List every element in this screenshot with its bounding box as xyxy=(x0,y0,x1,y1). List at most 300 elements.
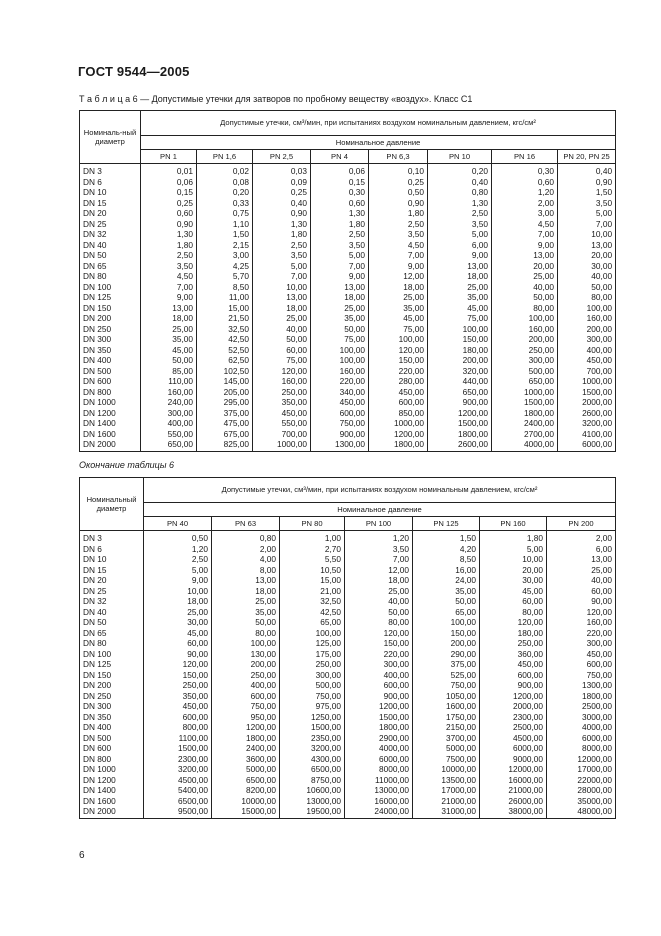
leak-value-cell: 2,00 xyxy=(492,198,558,209)
leak-value-cell: 550,00 xyxy=(253,418,311,429)
leak-value-cell: 40,00 xyxy=(345,596,413,607)
leak-value-cell: 240,00 xyxy=(141,397,197,408)
table1-column-header: PN 1,6 xyxy=(197,150,253,164)
leak-value-cell: 2,70 xyxy=(280,544,345,555)
leak-value-cell: 0,90 xyxy=(141,219,197,230)
leak-value-cell: 30,00 xyxy=(480,575,547,586)
leak-value-cell: 0,25 xyxy=(141,198,197,209)
leak-value-cell: 750,00 xyxy=(311,418,369,429)
leak-value-cell: 13,00 xyxy=(428,261,492,272)
leak-value-cell: 3,50 xyxy=(311,240,369,251)
leak-value-cell: 13000,00 xyxy=(280,796,345,807)
leak-value-cell: 340,00 xyxy=(311,387,369,398)
leak-value-cell: 600,00 xyxy=(547,659,616,670)
leak-value-cell: 500,00 xyxy=(492,366,558,377)
table-row xyxy=(80,722,616,733)
leak-value-cell: 40,00 xyxy=(547,575,616,586)
leak-value-cell: 3,00 xyxy=(492,208,558,219)
table1-column-header: PN 1 xyxy=(141,150,197,164)
leak-value-cell: 5,00 xyxy=(428,229,492,240)
leak-value-cell: 10,00 xyxy=(144,586,212,597)
leak-value-cell: 3600,00 xyxy=(212,754,280,765)
leak-value-cell: 9,00 xyxy=(369,261,428,272)
leak-value-cell: 450,00 xyxy=(480,659,547,670)
leak-value-cell: 500,00 xyxy=(280,680,345,691)
leak-value-cell: 10000,00 xyxy=(212,796,280,807)
leak-value-cell: 1,50 xyxy=(413,531,480,544)
leak-value-cell: 0,20 xyxy=(428,164,492,177)
leak-value-cell: 850,00 xyxy=(369,408,428,419)
leak-value-cell: 18,00 xyxy=(369,282,428,293)
leak-value-cell: 2350,00 xyxy=(280,733,345,744)
leak-value-cell: 13,00 xyxy=(212,575,280,586)
leak-value-cell: 250,00 xyxy=(480,638,547,649)
leak-value-cell: 1,80 xyxy=(311,219,369,230)
table-row xyxy=(80,544,616,555)
table-row xyxy=(80,754,616,765)
leak-value-cell: 350,00 xyxy=(144,691,212,702)
leak-value-cell: 9,00 xyxy=(141,292,197,303)
table-row xyxy=(80,531,616,544)
nominal-diameter-cell: DN 3 xyxy=(80,164,141,177)
leak-value-cell: 50,00 xyxy=(253,334,311,345)
leak-value-cell: 1200,00 xyxy=(345,701,413,712)
leak-value-cell: 65,00 xyxy=(280,617,345,628)
leak-value-cell: 7500,00 xyxy=(413,754,480,765)
leak-value-cell: 8,00 xyxy=(212,565,280,576)
leak-value-cell: 20,00 xyxy=(558,250,616,261)
leak-value-cell: 11000,00 xyxy=(345,775,413,786)
table-row xyxy=(80,670,616,681)
leak-value-cell: 60,00 xyxy=(480,596,547,607)
leak-value-cell: 450,00 xyxy=(369,387,428,398)
leak-value-cell: 1000,00 xyxy=(492,387,558,398)
table-row xyxy=(80,439,616,451)
leak-value-cell: 60,00 xyxy=(144,638,212,649)
leak-value-cell: 450,00 xyxy=(253,408,311,419)
leak-value-cell: 6,00 xyxy=(428,240,492,251)
leak-value-cell: 45,00 xyxy=(144,628,212,639)
leak-value-cell: 50,00 xyxy=(212,617,280,628)
leak-value-cell: 6000,00 xyxy=(345,754,413,765)
leak-value-cell: 150,00 xyxy=(428,334,492,345)
leak-value-cell: 450,00 xyxy=(311,397,369,408)
leak-value-cell: 250,00 xyxy=(280,659,345,670)
leak-value-cell: 0,80 xyxy=(212,531,280,544)
table1-column-header: PN 10 xyxy=(428,150,492,164)
table-row xyxy=(80,376,616,387)
leak-value-cell: 2,50 xyxy=(369,219,428,230)
leak-value-cell: 80,00 xyxy=(558,292,616,303)
leak-value-cell: 160,00 xyxy=(558,313,616,324)
leak-value-cell: 45,00 xyxy=(428,303,492,314)
leak-value-cell: 75,00 xyxy=(311,334,369,345)
table-row xyxy=(80,229,616,240)
leak-value-cell: 7,00 xyxy=(369,250,428,261)
table-row xyxy=(80,282,616,293)
table-row xyxy=(80,387,616,398)
leak-value-cell: 1500,00 xyxy=(428,418,492,429)
leak-value-cell: 21000,00 xyxy=(480,785,547,796)
leak-value-cell: 300,00 xyxy=(280,670,345,681)
leak-value-cell: 35,00 xyxy=(141,334,197,345)
leak-value-cell: 0,60 xyxy=(492,177,558,188)
leak-value-cell: 9,00 xyxy=(492,240,558,251)
leak-value-cell: 0,06 xyxy=(141,177,197,188)
table-row xyxy=(80,219,616,230)
leak-value-cell: 10,00 xyxy=(558,229,616,240)
leak-value-cell: 1,80 xyxy=(480,531,547,544)
leak-value-cell: 2500,00 xyxy=(480,722,547,733)
leak-value-cell: 1800,00 xyxy=(369,439,428,451)
leak-value-cell: 0,90 xyxy=(369,198,428,209)
leak-value-cell: 3,50 xyxy=(253,250,311,261)
leak-value-cell: 200,00 xyxy=(413,638,480,649)
leak-value-cell: 4,20 xyxy=(413,544,480,555)
leak-value-cell: 2300,00 xyxy=(480,712,547,723)
table2-caption: Окончание таблицы 6 xyxy=(79,460,174,470)
leak-value-cell: 4,50 xyxy=(369,240,428,251)
table-row xyxy=(80,659,616,670)
leak-value-cell: 1050,00 xyxy=(413,691,480,702)
leak-value-cell: 1,20 xyxy=(144,544,212,555)
leak-value-cell: 3000,00 xyxy=(547,712,616,723)
nominal-diameter-cell: DN 65 xyxy=(80,261,141,272)
leak-value-cell: 375,00 xyxy=(413,659,480,670)
leak-value-cell: 220,00 xyxy=(369,366,428,377)
table-row xyxy=(80,785,616,796)
leak-value-cell: 450,00 xyxy=(558,355,616,366)
leak-value-cell: 100,00 xyxy=(311,355,369,366)
leak-value-cell: 10600,00 xyxy=(280,785,345,796)
leak-value-cell: 130,00 xyxy=(212,649,280,660)
leak-value-cell: 205,00 xyxy=(197,387,253,398)
nominal-diameter-cell: DN 800 xyxy=(80,387,141,398)
leak-value-cell: 3,50 xyxy=(558,198,616,209)
leak-value-cell: 21000,00 xyxy=(413,796,480,807)
leak-value-cell: 600,00 xyxy=(311,408,369,419)
leak-value-cell: 800,00 xyxy=(144,722,212,733)
leak-value-cell: 100,00 xyxy=(413,617,480,628)
leak-value-cell: 0,20 xyxy=(197,187,253,198)
leak-value-cell: 4000,00 xyxy=(547,722,616,733)
leak-value-cell: 2,50 xyxy=(141,250,197,261)
leak-value-cell: 200,00 xyxy=(428,355,492,366)
leak-value-cell: 40,00 xyxy=(253,324,311,335)
table1-column-header: PN 4 xyxy=(311,150,369,164)
leak-value-cell: 0,09 xyxy=(253,177,311,188)
leak-value-cell: 1,30 xyxy=(428,198,492,209)
table-row xyxy=(80,313,616,324)
leak-value-cell: 1800,00 xyxy=(428,429,492,440)
leak-value-cell: 1800,00 xyxy=(212,733,280,744)
nominal-diameter-cell: DN 1000 xyxy=(80,397,141,408)
leak-value-cell: 17000,00 xyxy=(413,785,480,796)
leak-value-cell: 0,60 xyxy=(141,208,197,219)
leak-value-cell: 450,00 xyxy=(547,649,616,660)
leak-value-cell: 9,00 xyxy=(311,271,369,282)
leak-value-cell: 1000,00 xyxy=(558,376,616,387)
leak-value-cell: 750,00 xyxy=(212,701,280,712)
nominal-diameter-cell: DN 100 xyxy=(80,649,144,660)
nominal-diameter-cell: DN 500 xyxy=(80,366,141,377)
leak-value-cell: 0,15 xyxy=(311,177,369,188)
leak-value-cell: 15,00 xyxy=(197,303,253,314)
leak-value-cell: 400,00 xyxy=(141,418,197,429)
nominal-diameter-cell: DN 1200 xyxy=(80,408,141,419)
table1-caption: Т а б л и ц а 6 — Допустимые утечки для затворов по пробному веществу «воздух». Класс С1 xyxy=(79,94,473,104)
leak-value-cell: 25,00 xyxy=(345,586,413,597)
leak-value-cell: 1200,00 xyxy=(369,429,428,440)
table-row xyxy=(80,617,616,628)
leak-value-cell: 25,00 xyxy=(311,303,369,314)
leak-value-cell: 2400,00 xyxy=(212,743,280,754)
leak-value-cell: 0,75 xyxy=(197,208,253,219)
leak-value-cell: 4,00 xyxy=(212,554,280,565)
leak-value-cell: 13,00 xyxy=(311,282,369,293)
leak-value-cell: 400,00 xyxy=(345,670,413,681)
table-row xyxy=(80,292,616,303)
leak-value-cell: 10000,00 xyxy=(413,764,480,775)
leak-value-cell: 6500,00 xyxy=(280,764,345,775)
leak-value-cell: 250,00 xyxy=(144,680,212,691)
leak-value-cell: 35,00 xyxy=(369,303,428,314)
leak-value-cell: 1750,00 xyxy=(413,712,480,723)
leak-value-cell: 5000,00 xyxy=(413,743,480,754)
leak-value-cell: 15,00 xyxy=(280,575,345,586)
leak-value-cell: 50,00 xyxy=(345,607,413,618)
leak-value-cell: 0,40 xyxy=(428,177,492,188)
leak-value-cell: 2500,00 xyxy=(547,701,616,712)
leak-value-cell: 18,00 xyxy=(144,596,212,607)
leak-value-cell: 200,00 xyxy=(492,334,558,345)
leak-value-cell: 24000,00 xyxy=(345,806,413,818)
leak-value-cell: 6000,00 xyxy=(547,733,616,744)
leak-value-cell: 40,00 xyxy=(558,271,616,282)
leak-value-cell: 16000,00 xyxy=(345,796,413,807)
table-row xyxy=(80,649,616,660)
leak-value-cell: 350,00 xyxy=(253,397,311,408)
leak-value-cell: 975,00 xyxy=(280,701,345,712)
leak-value-cell: 6500,00 xyxy=(212,775,280,786)
leak-value-cell: 21,00 xyxy=(280,586,345,597)
leak-value-cell: 32,50 xyxy=(197,324,253,335)
leak-value-cell: 7,00 xyxy=(141,282,197,293)
leak-value-cell: 1500,00 xyxy=(558,387,616,398)
leak-value-cell: 1300,00 xyxy=(547,680,616,691)
leak-value-cell: 2300,00 xyxy=(144,754,212,765)
leak-value-cell: 120,00 xyxy=(345,628,413,639)
leak-value-cell: 35,00 xyxy=(212,607,280,618)
leak-value-cell: 9,00 xyxy=(144,575,212,586)
leak-value-cell: 475,00 xyxy=(197,418,253,429)
leak-value-cell: 90,00 xyxy=(547,596,616,607)
leak-value-cell: 50,00 xyxy=(558,282,616,293)
leak-value-cell: 0,90 xyxy=(558,177,616,188)
leak-value-cell: 2,50 xyxy=(311,229,369,240)
leak-value-cell: 12000,00 xyxy=(547,754,616,765)
table2-diameter-header: Номинальный диаметр xyxy=(80,478,144,531)
leak-value-cell: 675,00 xyxy=(197,429,253,440)
leak-value-cell: 30,00 xyxy=(144,617,212,628)
leak-value-cell: 900,00 xyxy=(428,397,492,408)
leak-value-cell: 2000,00 xyxy=(480,701,547,712)
leak-value-cell: 600,00 xyxy=(369,397,428,408)
leak-value-cell: 0,03 xyxy=(253,164,311,177)
nominal-diameter-cell: DN 200 xyxy=(80,313,141,324)
leak-value-cell: 4500,00 xyxy=(480,733,547,744)
table-row xyxy=(80,334,616,345)
leak-value-cell: 110,00 xyxy=(141,376,197,387)
nominal-diameter-cell: DN 25 xyxy=(80,586,144,597)
nominal-diameter-cell: DN 25 xyxy=(80,219,141,230)
nominal-diameter-cell: DN 2000 xyxy=(80,806,144,818)
leak-value-cell: 1100,00 xyxy=(144,733,212,744)
leak-value-cell: 4,50 xyxy=(141,271,197,282)
nominal-diameter-cell: DN 20 xyxy=(80,575,144,586)
leak-value-cell: 1200,00 xyxy=(212,722,280,733)
leak-value-cell: 900,00 xyxy=(345,691,413,702)
table-row xyxy=(80,565,616,576)
leak-value-cell: 320,00 xyxy=(428,366,492,377)
leak-value-cell: 10,00 xyxy=(480,554,547,565)
leak-value-cell: 25,00 xyxy=(547,565,616,576)
leak-value-cell: 8,50 xyxy=(413,554,480,565)
table-row xyxy=(80,775,616,786)
leak-value-cell: 375,00 xyxy=(197,408,253,419)
leak-value-cell: 1000,00 xyxy=(369,418,428,429)
nominal-diameter-cell: DN 400 xyxy=(80,355,141,366)
leak-value-cell: 1,00 xyxy=(280,531,345,544)
leak-value-cell: 25,00 xyxy=(253,313,311,324)
leak-value-cell: 250,00 xyxy=(212,670,280,681)
leak-value-cell: 7,00 xyxy=(345,554,413,565)
nominal-diameter-cell: DN 150 xyxy=(80,670,144,681)
leak-value-cell: 5,00 xyxy=(253,261,311,272)
leak-value-cell: 12,00 xyxy=(369,271,428,282)
leak-value-cell: 25,00 xyxy=(369,292,428,303)
leak-value-cell: 1200,00 xyxy=(428,408,492,419)
nominal-diameter-cell: DN 32 xyxy=(80,229,141,240)
leak-value-cell: 10,00 xyxy=(253,282,311,293)
leak-value-cell: 300,00 xyxy=(345,659,413,670)
leak-value-cell: 90,00 xyxy=(144,649,212,660)
leak-value-cell: 650,00 xyxy=(492,376,558,387)
table-row xyxy=(80,586,616,597)
leak-value-cell: 150,00 xyxy=(144,670,212,681)
leak-value-cell: 5,00 xyxy=(144,565,212,576)
table-row xyxy=(80,429,616,440)
leak-value-cell: 750,00 xyxy=(547,670,616,681)
leak-value-cell: 13,00 xyxy=(547,554,616,565)
table-row xyxy=(80,164,616,177)
leak-value-cell: 40,00 xyxy=(492,282,558,293)
leak-value-cell: 18,00 xyxy=(253,303,311,314)
table1-leak-header: Допустимые утечки, см³/мин, при испытаниях воздухом номинальным давлением, кгс/см² xyxy=(141,111,616,136)
leak-value-cell: 4,25 xyxy=(197,261,253,272)
leak-value-cell: 360,00 xyxy=(480,649,547,660)
table1-pressure-header: Номинальное давление xyxy=(141,136,616,150)
leak-value-cell: 1500,00 xyxy=(492,397,558,408)
leak-value-cell: 45,00 xyxy=(369,313,428,324)
leak-value-cell: 85,00 xyxy=(141,366,197,377)
leak-value-cell: 4100,00 xyxy=(558,429,616,440)
leak-value-cell: 1500,00 xyxy=(345,712,413,723)
leak-value-cell: 825,00 xyxy=(197,439,253,451)
leak-value-cell: 100,00 xyxy=(558,303,616,314)
table-row xyxy=(80,712,616,723)
nominal-diameter-cell: DN 32 xyxy=(80,596,144,607)
leak-value-cell: 10,50 xyxy=(280,565,345,576)
leak-value-cell: 13,00 xyxy=(492,250,558,261)
leak-value-cell: 75,00 xyxy=(428,313,492,324)
leak-value-cell: 600,00 xyxy=(144,712,212,723)
leak-value-cell: 1,50 xyxy=(197,229,253,240)
leak-value-cell: 900,00 xyxy=(480,680,547,691)
page-number: 6 xyxy=(79,850,85,861)
leak-value-cell: 35,00 xyxy=(311,313,369,324)
leak-value-cell: 1,10 xyxy=(197,219,253,230)
leak-value-cell: 1500,00 xyxy=(144,743,212,754)
leak-value-cell: 160,00 xyxy=(311,366,369,377)
leak-value-cell: 28000,00 xyxy=(547,785,616,796)
leak-value-cell: 3,00 xyxy=(197,250,253,261)
leak-value-cell: 25,00 xyxy=(144,607,212,618)
leak-value-cell: 30,00 xyxy=(558,261,616,272)
nominal-diameter-cell: DN 500 xyxy=(80,733,144,744)
nominal-diameter-cell: DN 65 xyxy=(80,628,144,639)
leak-value-cell: 0,40 xyxy=(253,198,311,209)
leak-value-cell: 4500,00 xyxy=(144,775,212,786)
leak-value-cell: 25,00 xyxy=(212,596,280,607)
nominal-diameter-cell: DN 600 xyxy=(80,376,141,387)
nominal-diameter-cell: DN 300 xyxy=(80,334,141,345)
leak-value-cell: 65,00 xyxy=(413,607,480,618)
table-row xyxy=(80,324,616,335)
table2-leak-header: Допустимые утечки, см³/мин, при испытаниях воздухом номинальным давлением, кгс/см² xyxy=(144,478,616,503)
leak-value-cell: 50,00 xyxy=(141,355,197,366)
leak-value-cell: 25,00 xyxy=(141,324,197,335)
leak-value-cell: 6000,00 xyxy=(558,439,616,451)
leak-value-cell: 1200,00 xyxy=(480,691,547,702)
leak-value-cell: 1250,00 xyxy=(280,712,345,723)
leak-value-cell: 5,50 xyxy=(280,554,345,565)
table2-column-header: PN 125 xyxy=(413,517,480,531)
leak-value-cell: 1500,00 xyxy=(280,722,345,733)
leak-value-cell: 19500,00 xyxy=(280,806,345,818)
leak-value-cell: 1300,00 xyxy=(311,439,369,451)
leak-value-cell: 1800,00 xyxy=(345,722,413,733)
leak-value-cell: 220,00 xyxy=(311,376,369,387)
leak-value-cell: 35000,00 xyxy=(547,796,616,807)
leak-value-cell: 1,20 xyxy=(345,531,413,544)
leak-value-cell: 120,00 xyxy=(144,659,212,670)
leak-value-cell: 600,00 xyxy=(212,691,280,702)
leak-value-cell: 3,50 xyxy=(345,544,413,555)
nominal-diameter-cell: DN 15 xyxy=(80,565,144,576)
leak-value-cell: 42,50 xyxy=(197,334,253,345)
table2-pressure-header: Номинальное давление xyxy=(144,503,616,517)
table1-column-header: PN 20, PN 25 xyxy=(558,150,616,164)
table2-column-header: PN 80 xyxy=(280,517,345,531)
nominal-diameter-cell: DN 80 xyxy=(80,638,144,649)
leak-value-cell: 13000,00 xyxy=(345,785,413,796)
leak-value-cell: 42,50 xyxy=(280,607,345,618)
leak-value-cell: 6500,00 xyxy=(144,796,212,807)
leak-value-cell: 3200,00 xyxy=(558,418,616,429)
table-row xyxy=(80,554,616,565)
table-row xyxy=(80,733,616,744)
